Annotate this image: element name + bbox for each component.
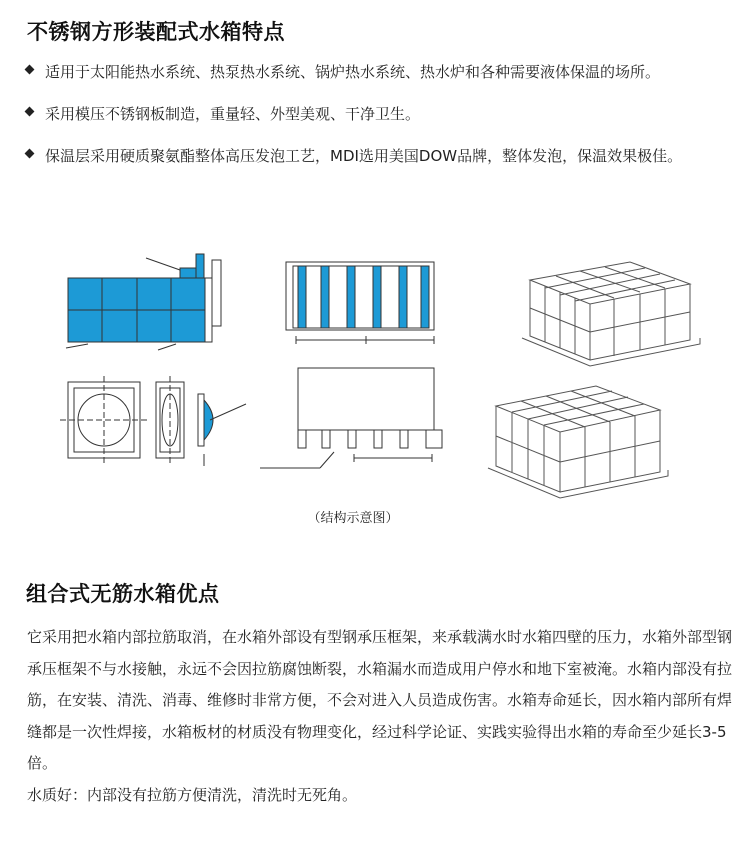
feature-text: 适用于太阳能热水系统、热泵热水系统、锅炉热水系统、热水炉和各种需要液体保温的场所。 [45,63,661,81]
diamond-bullet-icon [25,65,35,75]
tank-elevation-view [260,368,442,468]
tank-plate-view [156,376,246,466]
features-list [24,58,730,184]
feature-text: 保温层采用硬质聚氨酯整体高压发泡工艺，MDI选用美国DOW品牌，整体发泡，保温效果极佳。 [45,147,683,165]
feature-item [24,58,730,86]
feature-item [24,100,730,128]
structure-diagram [0,240,750,502]
diamond-bullet-icon [25,107,35,117]
advantages-body [27,622,735,811]
water-quality-line: 水质好：内部没有拉筋方便清洗，清洗时无死角。 [27,785,358,804]
tank-side-section [286,262,434,344]
feature-text: 采用模压不锈钢板制造，重量轻、外型美观、干净卫生。 [45,105,421,123]
feature-item [24,142,730,170]
tank-frame-isometric [522,262,700,366]
tank-top-view [60,376,148,466]
advantages-paragraph: 它采用把水箱内部拉筋取消，在水箱外部设有型钢承压框架，来承载满水时水箱四壁的压力，水箱外部型钢承压框架不与水接触，永远不会因拉筋腐蚀断裂，水箱漏水而造成用户停水和地下室被淹。水箱内部没有拉筋，在安装、清洗、消毒、维修时非常方便，不会对进入人员造成伤害。水箱寿命延长，因水箱内部所有焊缝都是一次性焊接，水箱板材的材质没有物理变化，经过科学论证、实践实验得出水箱的寿命至少延长3-5倍。 [27,628,733,772]
features-title: 不锈钢方形装配式水箱特点 [27,20,285,44]
advantages-title: 组合式无筋水箱优点 [26,582,220,606]
tank-frame-isometric-2 [488,386,668,498]
tank-front-view [66,254,221,350]
diamond-bullet-icon [25,149,35,159]
diagram-caption: （结构示意图） [307,511,399,526]
